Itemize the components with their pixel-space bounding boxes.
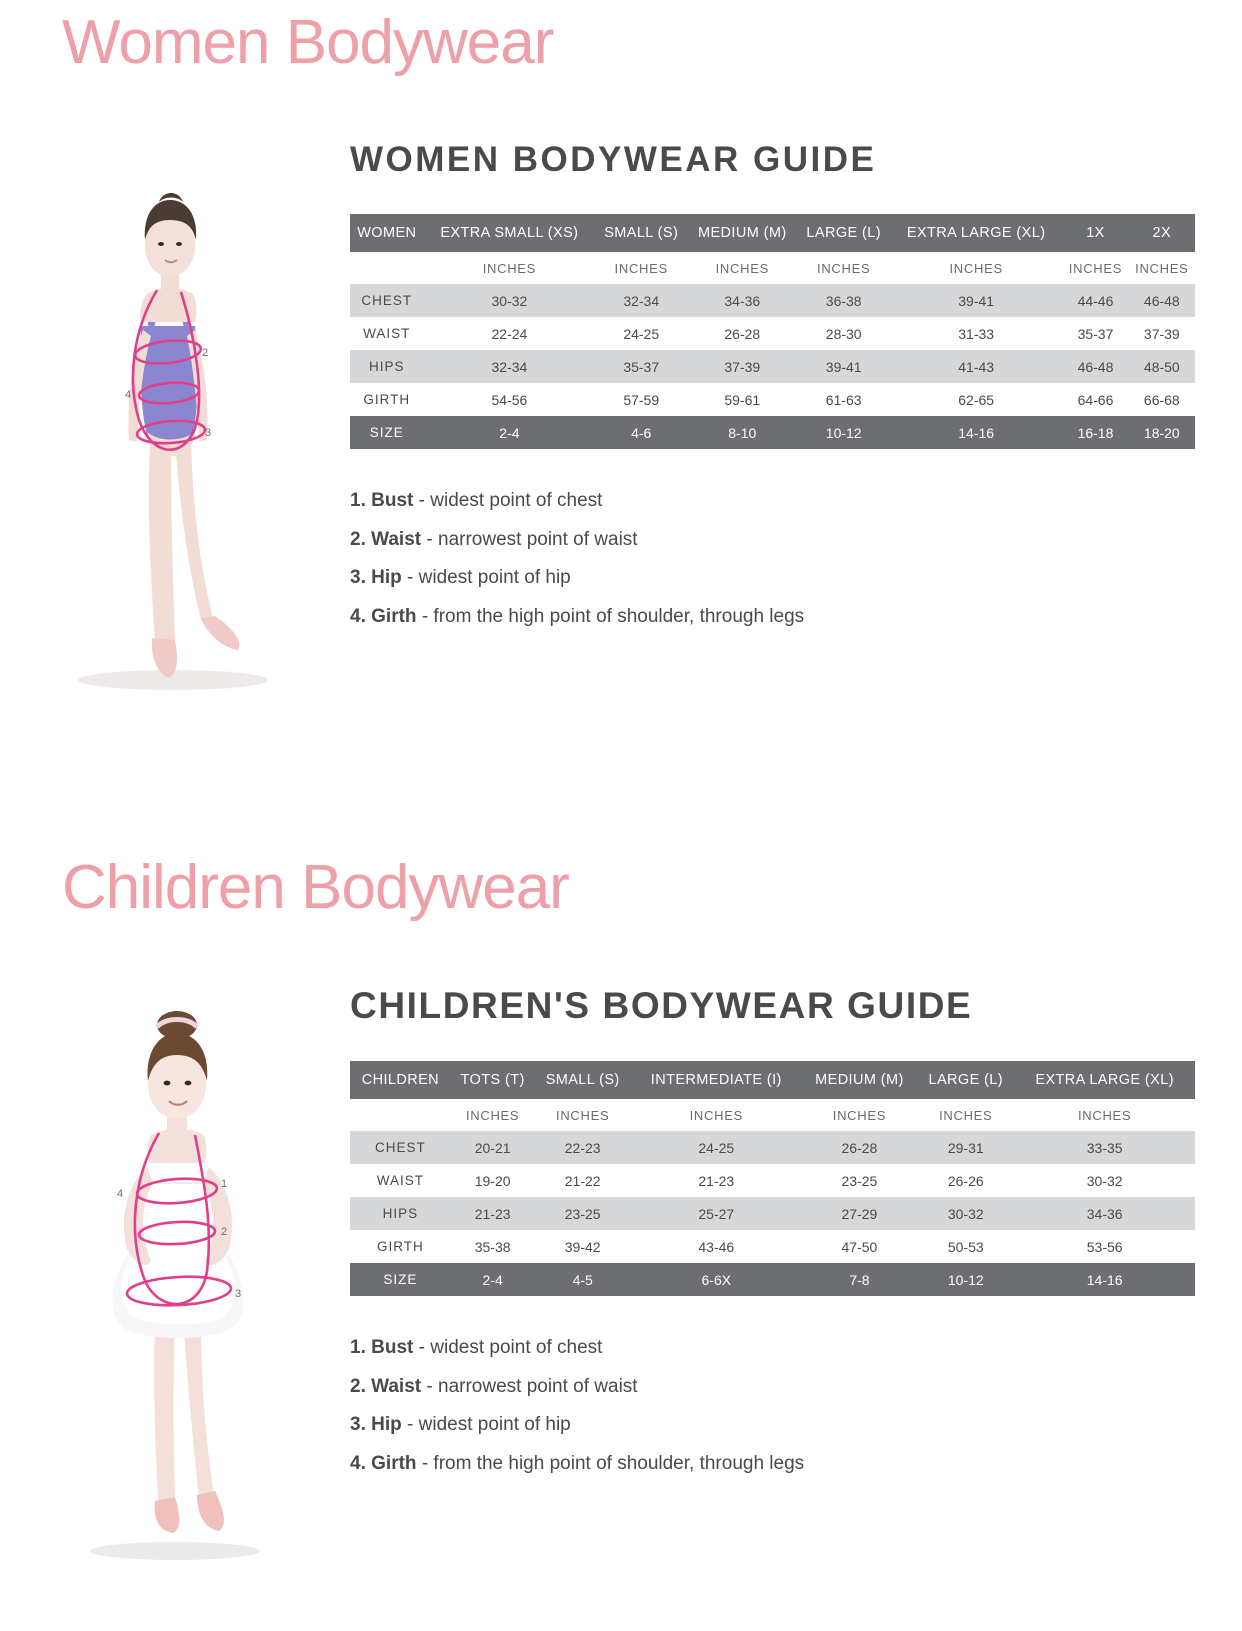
table-row-label: SIZE (350, 1263, 451, 1296)
table-cell: 29-31 (917, 1131, 1014, 1164)
note-term: Girth (371, 1453, 417, 1475)
page-title-children: Children Bodywear (62, 853, 569, 922)
table-cell: 21-23 (631, 1164, 802, 1197)
table-col-header: INTERMEDIATE (I) (631, 1061, 802, 1099)
table-unit-cell: INCHES (917, 1099, 1014, 1131)
table-cell: 59-61 (687, 383, 797, 416)
table-cell: 27-29 (802, 1197, 917, 1230)
table-cell: 35-37 (595, 350, 687, 383)
table-cell: 7-8 (802, 1263, 917, 1296)
note-text: - widest point of hip (407, 1414, 571, 1436)
table-cell: 33-35 (1014, 1131, 1195, 1164)
table-cell: 48-50 (1129, 350, 1195, 383)
table-cell: 41-43 (890, 350, 1062, 383)
figure-marker-2: 2 (202, 347, 209, 359)
table-row-label: HIPS (350, 1197, 451, 1230)
table-unit-cell: INCHES (424, 252, 596, 284)
table-col-header: SMALL (S) (595, 214, 687, 252)
children-size-table (350, 1061, 1195, 1296)
table-row-label: CHEST (350, 284, 424, 317)
table-cell: 24-25 (595, 317, 687, 350)
table-col-header: EXTRA LARGE (XL) (1014, 1061, 1195, 1099)
note-number: 1. (350, 490, 366, 511)
table-cell: 57-59 (595, 383, 687, 416)
table-cell: 37-39 (1129, 317, 1195, 350)
figure-marker-4: 4 (117, 1188, 124, 1200)
table-cell: 4-6 (595, 416, 687, 449)
figure-marker-2: 2 (221, 1226, 228, 1238)
note-term: Bust (371, 1337, 414, 1358)
table-cell: 61-63 (797, 383, 890, 416)
table-row-label: CHEST (350, 1131, 451, 1164)
table-cell: 26-26 (917, 1164, 1014, 1197)
figure-marker-1: 1 (221, 1178, 228, 1190)
table-cell: 24-25 (631, 1131, 802, 1164)
table-unit-cell: INCHES (890, 252, 1062, 284)
table-cell: 23-25 (802, 1164, 917, 1197)
table-cell: 34-36 (1014, 1197, 1195, 1230)
note-item (350, 1375, 1195, 1400)
table-row-label: GIRTH (350, 1230, 451, 1263)
table-row-label: HIPS (350, 350, 424, 383)
table-col-header: 1X (1062, 214, 1128, 252)
table-unit-cell: INCHES (451, 1099, 535, 1131)
table-row-label: SIZE (350, 416, 424, 449)
table-row-size (350, 1263, 1195, 1296)
table-col-header: TOTS (T) (451, 1061, 535, 1099)
table-cell: 26-28 (802, 1131, 917, 1164)
table-row-waist (350, 317, 1195, 350)
note-term: Girth (371, 606, 417, 628)
table-cell: 20-21 (451, 1131, 535, 1164)
table-row-waist (350, 1164, 1195, 1197)
note-number: 4. (350, 1453, 366, 1475)
note-text: - widest point of hip (407, 567, 571, 589)
table-cell: 22-24 (424, 317, 596, 350)
table-row-girth (350, 383, 1195, 416)
table-cell: 25-27 (631, 1197, 802, 1230)
table-units-row (350, 1099, 1195, 1131)
table-cell: 2-4 (424, 416, 596, 449)
table-cell: 8-10 (687, 416, 797, 449)
note-text: - widest point of chest (418, 1337, 603, 1358)
table-col-header: 2X (1129, 214, 1195, 252)
table-cell: 35-38 (451, 1230, 535, 1263)
note-number: 4. (350, 606, 366, 628)
table-units-row (350, 252, 1195, 284)
note-item (350, 489, 1195, 514)
note-text: - widest point of chest (418, 490, 603, 511)
figure-marker-4: 4 (125, 389, 132, 401)
note-text: - from the high point of shoulder, through legs (421, 1453, 805, 1475)
table-row-size (350, 416, 1195, 449)
table-row-label: GIRTH (350, 383, 424, 416)
table-cell: 22-23 (534, 1131, 630, 1164)
table-cell: 32-34 (595, 284, 687, 317)
note-item (350, 528, 1195, 553)
note-number: 3. (350, 1414, 366, 1436)
table-unit-cell: INCHES (797, 252, 890, 284)
note-item (350, 605, 1195, 630)
table-cell: 43-46 (631, 1230, 802, 1263)
table-col-header: EXTRA SMALL (XS) (424, 214, 596, 252)
figure-marker-3: 3 (205, 427, 212, 439)
table-col-header: EXTRA LARGE (XL) (890, 214, 1062, 252)
table-col-header: WOMEN (350, 214, 424, 252)
table-cell: 32-34 (424, 350, 596, 383)
table-row-label: WAIST (350, 317, 424, 350)
table-cell: 18-20 (1129, 416, 1195, 449)
table-col-header: MEDIUM (M) (687, 214, 797, 252)
table-cell: 39-42 (534, 1230, 630, 1263)
table-col-header: CHILDREN (350, 1061, 451, 1099)
table-cell: 21-23 (451, 1197, 535, 1230)
table-row-label: WAIST (350, 1164, 451, 1197)
table-cell: 30-32 (1014, 1164, 1195, 1197)
table-cell: 35-37 (1062, 317, 1128, 350)
table-row-hips (350, 1197, 1195, 1230)
table-cell: 39-41 (797, 350, 890, 383)
table-cell: 66-68 (1129, 383, 1195, 416)
note-text: - narrowest point of waist (426, 1375, 638, 1397)
note-term: Bust (371, 490, 414, 511)
table-cell: 23-25 (534, 1197, 630, 1230)
table-cell: 14-16 (890, 416, 1062, 449)
table-cell: 14-16 (1014, 1263, 1195, 1296)
table-cell: 10-12 (917, 1263, 1014, 1296)
table-cell: 39-41 (890, 284, 1062, 317)
children-measurement-notes (350, 1336, 1195, 1477)
table-cell: 4-5 (534, 1263, 630, 1296)
table-unit-cell: INCHES (1014, 1099, 1195, 1131)
table-cell: 54-56 (424, 383, 596, 416)
table-cell: 10-12 (797, 416, 890, 449)
table-cell: 47-50 (802, 1230, 917, 1263)
table-col-header: MEDIUM (M) (802, 1061, 917, 1099)
table-cell: 46-48 (1129, 284, 1195, 317)
note-number: 1. (350, 1337, 366, 1358)
women-bodywear-guide (350, 140, 1195, 644)
women-measurement-notes (350, 489, 1195, 630)
table-cell: 37-39 (687, 350, 797, 383)
table-header-row (350, 1061, 1195, 1099)
table-cell: 16-18 (1062, 416, 1128, 449)
note-item (350, 1452, 1195, 1477)
table-unit-cell: INCHES (631, 1099, 802, 1131)
table-cell: 21-22 (534, 1164, 630, 1197)
table-cell: 34-36 (687, 284, 797, 317)
table-unit-cell: INCHES (1062, 252, 1128, 284)
table-cell: 28-30 (797, 317, 890, 350)
children-bodywear-guide (350, 985, 1195, 1491)
table-row-girth (350, 1230, 1195, 1263)
table-cell: 31-33 (890, 317, 1062, 350)
note-number: 2. (350, 1375, 366, 1397)
note-term: Hip (371, 1414, 402, 1436)
table-row-hips (350, 350, 1195, 383)
girl-tutu-figure (55, 985, 285, 1565)
note-number: 2. (350, 528, 366, 550)
table-cell: 44-46 (1062, 284, 1128, 317)
note-text: - narrowest point of waist (426, 528, 638, 550)
table-cell: 53-56 (1014, 1230, 1195, 1263)
table-unit-cell (350, 1099, 451, 1131)
note-term: Waist (371, 528, 422, 550)
table-col-header: SMALL (S) (534, 1061, 630, 1099)
table-cell: 6-6X (631, 1263, 802, 1296)
table-row-chest (350, 1131, 1195, 1164)
table-unit-cell: INCHES (1129, 252, 1195, 284)
guide-title-children: CHILDREN'S BODYWEAR GUIDE (350, 985, 973, 1026)
table-header-row (350, 214, 1195, 252)
note-term: Hip (371, 567, 402, 589)
table-cell: 26-28 (687, 317, 797, 350)
table-cell: 46-48 (1062, 350, 1128, 383)
table-col-header: LARGE (L) (797, 214, 890, 252)
woman-leotard-figure (55, 140, 285, 700)
women-size-table (350, 214, 1195, 449)
note-item (350, 1336, 1195, 1361)
table-cell: 36-38 (797, 284, 890, 317)
table-col-header: LARGE (L) (917, 1061, 1014, 1099)
note-text: - from the high point of shoulder, through legs (421, 606, 805, 628)
table-unit-cell: INCHES (802, 1099, 917, 1131)
table-cell: 19-20 (451, 1164, 535, 1197)
note-item (350, 1413, 1195, 1438)
table-unit-cell (350, 252, 424, 284)
children-section-body (55, 985, 1195, 1565)
table-cell: 50-53 (917, 1230, 1014, 1263)
note-number: 3. (350, 567, 366, 589)
table-cell: 64-66 (1062, 383, 1128, 416)
women-section-body (55, 140, 1195, 700)
table-cell: 30-32 (917, 1197, 1014, 1230)
figure-marker-3: 3 (235, 1288, 242, 1300)
table-cell: 2-4 (451, 1263, 535, 1296)
table-unit-cell: INCHES (687, 252, 797, 284)
table-cell: 62-65 (890, 383, 1062, 416)
guide-title-women: WOMEN BODYWEAR GUIDE (350, 140, 877, 179)
note-term: Waist (371, 1375, 422, 1397)
table-row-chest (350, 284, 1195, 317)
note-item (350, 566, 1195, 591)
table-unit-cell: INCHES (534, 1099, 630, 1131)
table-cell: 30-32 (424, 284, 596, 317)
page-title-women: Women Bodywear (62, 8, 554, 77)
table-unit-cell: INCHES (595, 252, 687, 284)
